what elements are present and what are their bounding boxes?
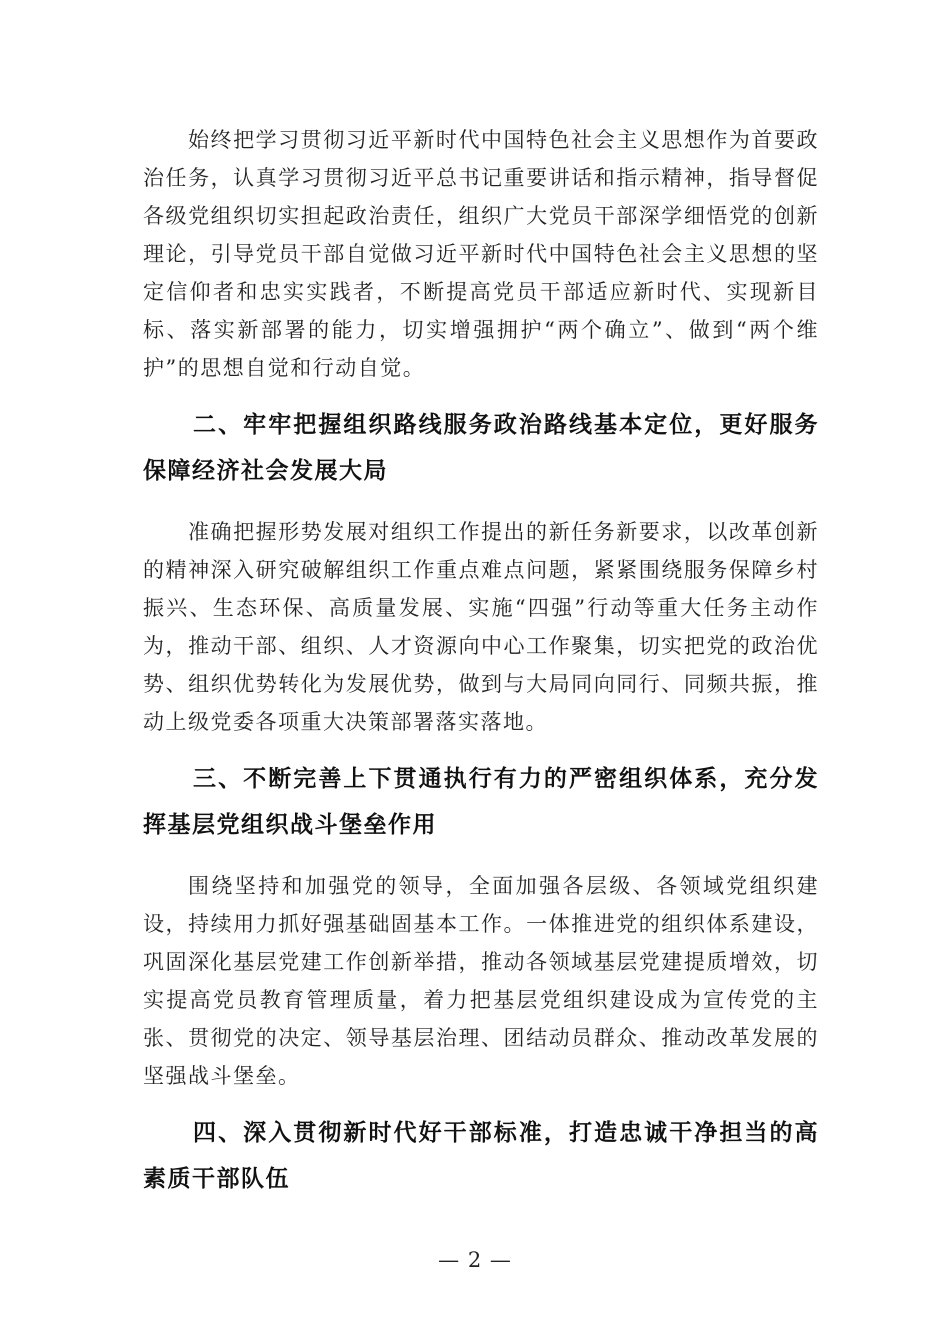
section-heading-4: 四、深入贯彻新时代好干部标准，打造忠诚干净担当的高素质干部队伍	[143, 1120, 819, 1192]
paragraph-study-thought: 始终把学习贯彻习近平新时代中国特色社会主义思想作为首要政治任务，认真学习贯彻习近平总书记重要讲话和指示精神，指导督促各级党组织切实担起政治责任，组织广大党员干部深学细悟党的创新理论，引导党员干部自觉做习近平新时代中国特色社会主义思想的坚定信仰者和忠实实践者，不断提高党员干部适应新时代、实现新目标、落实新部署的能力，切实增强拥护“两个确立”、做到“两个维护”的思想自觉和行动自觉。	[143, 128, 819, 380]
spacer	[143, 1095, 819, 1110]
spacer	[143, 494, 819, 513]
spacer	[143, 741, 819, 756]
document-body	[143, 121, 819, 1202]
paragraph-organization-system: 围绕坚持和加强党的领导，全面加强各层级、各领域党组织建设，持续用力抓好强基础固基本工作。一体推进党的组织体系建设，巩固深化基层党建工作创新举措，推动各领域基层党建提质增效，切实提高党员教育管理质量，着力把基层党组织建设成为宣传党的主张、贯彻党的决定、领导基层治理、团结动员群众、推动改革发展的坚强战斗堡垒。	[143, 874, 819, 1088]
section-heading-3: 三、不断完善上下贯通执行有力的严密组织体系，充分发挥基层党组织战斗堡垒作用	[143, 766, 819, 838]
spacer	[143, 387, 819, 402]
page-number: — 2 —	[438, 1248, 512, 1272]
paragraph-organization-route: 准确把握形势发展对组织工作提出的新任务新要求，以改革创新的精神深入研究破解组织工作重点难点问题，紧紧围绕服务保障乡村振兴、生态环保、高质量发展、实施“四强”行动等重大任务主动作为，推动干部、组织、人才资源向中心工作聚集，切实把党的政治优势、组织优势转化为发展优势，做到与大局同向同行、同频共振，推动上级党委各项重大决策部署落实落地。	[143, 520, 819, 734]
spacer	[143, 848, 819, 867]
section-heading-2: 二、牢牢把握组织路线服务政治路线基本定位，更好服务保障经济社会发展大局	[143, 412, 819, 484]
